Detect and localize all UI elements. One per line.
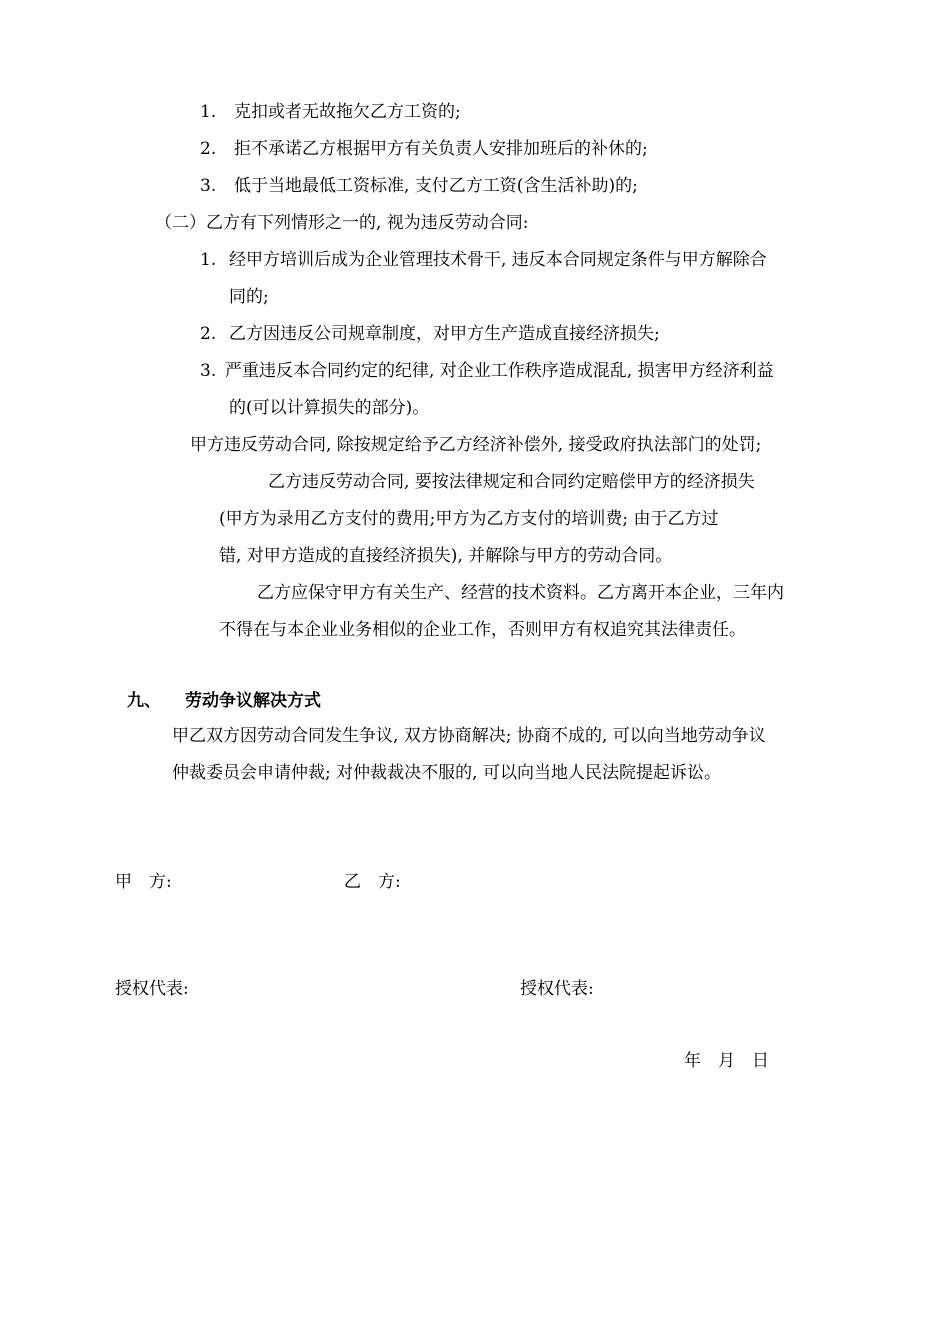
list-item-number: 2. [200, 324, 217, 344]
party-a-representative-label: 授权代表: [115, 979, 189, 999]
section-nine-heading [127, 690, 321, 712]
list-item-number: 1. [200, 250, 217, 270]
section-nine-number: 九、 [127, 691, 161, 711]
list-item [200, 101, 461, 123]
confidentiality-line: 乙方应保守甲方有关生产、经营的技术资料。乙方离开本企业，三年内 [257, 583, 784, 603]
party-b-representative-label: 授权代表: [520, 979, 594, 999]
section-nine-title: 劳动争议解决方式 [185, 691, 321, 711]
list-item [200, 323, 660, 345]
party-b-breach-line: 错, 对甲方造成的直接经济损失), 并解除与甲方的劳动合同。 [219, 546, 673, 566]
list-item-text: 拒不承诺乙方根据甲方有关负责人安排加班后的补休的; [234, 139, 648, 159]
section-nine-body-line: 仲裁委员会申请仲裁; 对仲裁裁决不服的, 可以向当地人民法院提起诉讼。 [172, 763, 721, 783]
list-item [200, 138, 648, 160]
party-b-breach-line: (甲方为录用乙方支付的费用;甲方为乙方支付的培训费; 由于乙方过 [219, 509, 719, 529]
party-a-breach-paragraph: 甲方违反劳动合同, 除按规定给予乙方经济补偿外, 接受政府执法部门的处罚; [190, 435, 762, 455]
list-item-number: 3. [200, 176, 217, 196]
list-item [200, 360, 774, 382]
list-item [200, 249, 767, 271]
section-b-heading: （二）乙方有下列情形之一的, 视为违反劳动合同: [155, 213, 529, 233]
list-item [200, 175, 638, 197]
list-item-text: 经甲方培训后成为企业管理技术骨干, 违反本合同规定条件与甲方解除合 [229, 250, 767, 270]
party-b-label: 乙 方: [344, 872, 401, 892]
list-item-number: 2. [200, 139, 217, 159]
list-item-text: 乙方因违反公司规章制度，对甲方生产造成直接经济损失; [229, 324, 660, 344]
list-item-text: 克扣或者无故拖欠乙方工资的; [234, 102, 461, 122]
section-nine-body-line: 甲乙双方因劳动合同发生争议, 双方协商解决; 协商不成的, 可以向当地劳动争议 [172, 726, 766, 746]
list-item-number: 3. [200, 361, 217, 381]
confidentiality-line: 不得在与本企业业务相似的企业工作，否则甲方有权追究其法律责任。 [219, 620, 746, 640]
list-item-number: 1. [200, 102, 217, 122]
list-item-continuation: 的(可以计算损失的部分)。 [229, 398, 430, 418]
party-b-breach-line: 乙方违反劳动合同, 要按法律规定和合同约定赔偿甲方的经济损失 [268, 472, 755, 492]
party-a-label: 甲 方: [115, 872, 172, 892]
list-item-continuation: 同的; [229, 287, 269, 307]
list-item-text: 低于当地最低工资标准, 支付乙方工资(含生活补助)的; [234, 176, 638, 196]
list-item-text: 严重违反本合同约定的纪律, 对企业工作秩序造成混乱, 损害甲方经济利益 [225, 361, 774, 381]
signature-date: 年 月 日 [684, 1051, 769, 1071]
